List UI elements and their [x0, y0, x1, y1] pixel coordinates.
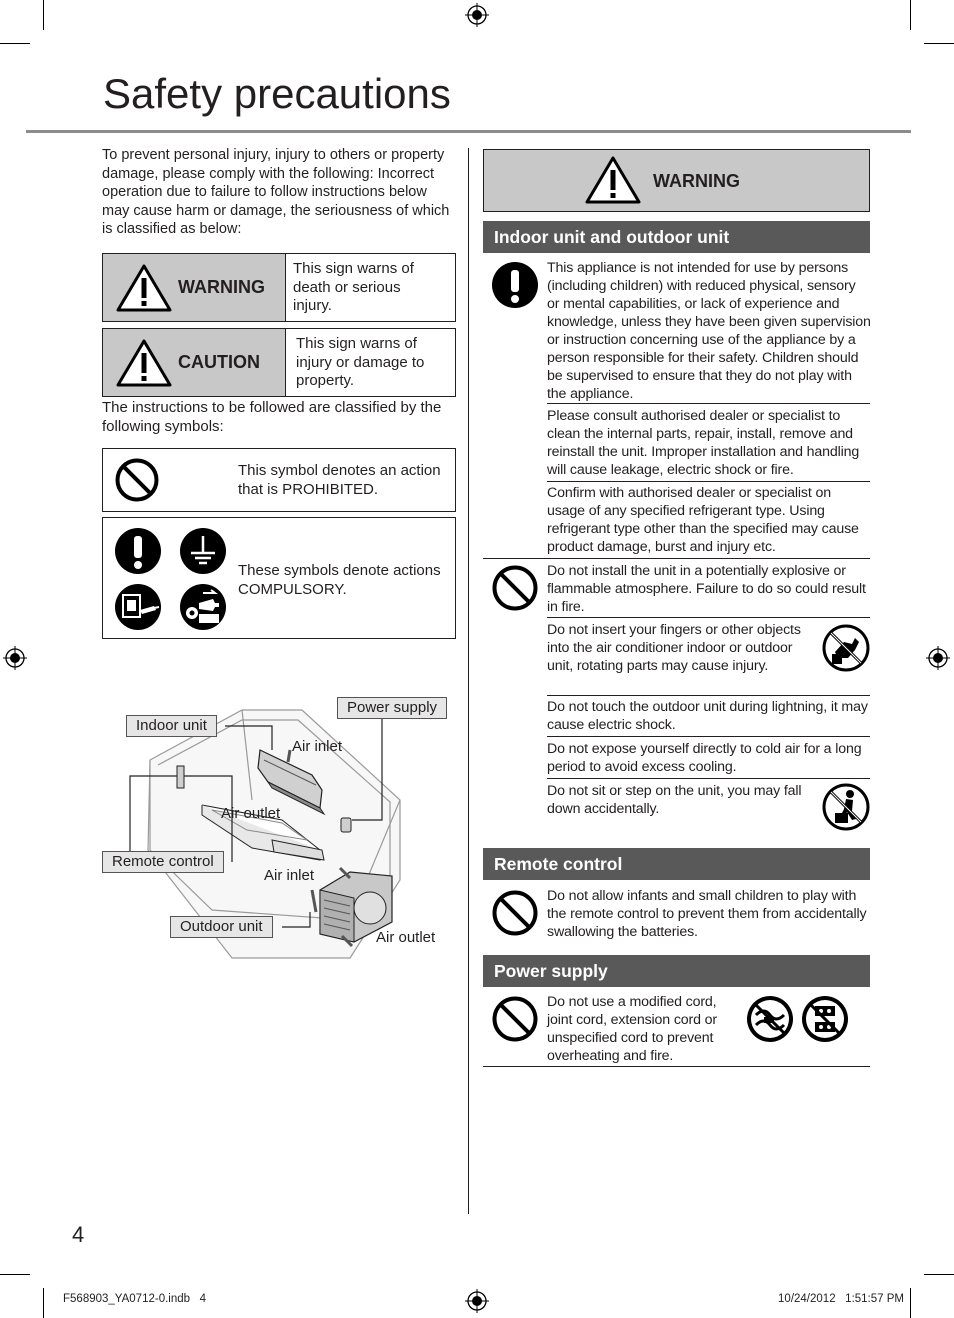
- prohibited-icon: [114, 457, 160, 503]
- section-remote-control: [483, 848, 870, 880]
- warning-item-text: Do not insert your fingers or other objects into the air conditioner indoor or outdoor unit, rotating parts may cause injury.: [547, 622, 801, 674]
- warning-triangle-icon: [115, 263, 173, 313]
- item-divider: [547, 481, 870, 482]
- warning-item-text: Do not sit or step on the unit, you may fall down accidentally.: [547, 783, 802, 817]
- legend-word: CAUTION: [178, 352, 260, 372]
- page-title: Safety precautions: [103, 70, 451, 117]
- warning-heading-box: [483, 149, 870, 212]
- remote-control-label: Remote control: [102, 851, 224, 873]
- unplug-cord-icon: [179, 583, 227, 631]
- warning-item-text: Confirm with authorised dealer or specialist on usage of any specified refrigerant type. Using refrigerant type other than the specified may cause product damage, burst and injury etc.: [547, 485, 859, 555]
- indoor-unit-label: Indoor unit: [126, 715, 217, 737]
- legend-caution-cell: [103, 329, 286, 396]
- disconnect-plug-icon: [114, 583, 162, 631]
- air-inlet-label: Air inlet: [264, 867, 315, 884]
- exclamation-mandatory-icon: [491, 261, 539, 309]
- no-fingers-icon: [822, 624, 870, 672]
- compulsory-symbol-box: [102, 517, 456, 639]
- air-outlet-label: Air outlet: [221, 805, 281, 822]
- warning-item-text: This appliance is not intended for use by persons (including children) with reduced physical, sensory or mental capabilities, or lack of experience and knowledge, unless they have been given supervision or instruction concerning use of the appliance by a person responsible for their safety. Children should be supervised to ensure that they do not play with the appliance.: [547, 260, 871, 402]
- crop-mark: [0, 1274, 30, 1275]
- footer-timestamp: 10/24/2012 1:51:57 PM: [778, 1293, 904, 1305]
- legend-word: WARNING: [178, 277, 265, 297]
- crop-mark: [43, 0, 44, 30]
- legend-warning-cell: [103, 254, 286, 321]
- no-modified-cord-icon: [746, 995, 794, 1043]
- legend-warning: [102, 253, 456, 322]
- footer-filename: F568903_YA0712-0.indb 4: [63, 1293, 207, 1305]
- air-inlet-label: Air inlet: [292, 738, 343, 755]
- page-number: 4: [72, 1222, 85, 1247]
- item-divider: [547, 617, 870, 618]
- item-divider: [547, 736, 870, 737]
- crop-mark: [910, 1288, 911, 1318]
- warning-triangle-icon: [584, 155, 642, 205]
- prohibited-text: This symbol denotes an action that is PROHIBITED.: [238, 462, 441, 498]
- warning-item-text: Do not use a modified cord, joint cord, extension cord or unspecified cord to prevent overheating and fire.: [547, 994, 717, 1064]
- warning-item-text: Please consult authorised dealer or specialist to clean the internal parts, repair, install, remove and reinstall the unit. Improper installation and handling will cause leakage, electric shock or fire.: [547, 408, 860, 478]
- warning-heading: WARNING: [653, 171, 740, 191]
- section-title: Power supply: [494, 961, 608, 981]
- section-power-supply: [483, 955, 870, 987]
- registration-mark-icon: [465, 1289, 489, 1313]
- section-title: Remote control: [494, 854, 623, 874]
- prohibited-icon: [491, 564, 539, 612]
- warning-item-text: Do not expose yourself directly to cold air for a long period to avoid excess cooling.: [547, 741, 862, 775]
- section-title: Indoor unit and outdoor unit: [494, 227, 730, 247]
- prohibited-icon: [491, 889, 539, 937]
- outdoor-unit-label: Outdoor unit: [170, 916, 273, 938]
- registration-mark-icon: [926, 646, 950, 670]
- legend-text: This sign warns of injury or damage to property.: [296, 335, 425, 389]
- air-outlet-label: Air outlet: [376, 929, 436, 946]
- power-supply-label: Power supply: [337, 697, 447, 719]
- no-climbing-icon: [822, 783, 870, 831]
- prohibited-icon: [491, 995, 539, 1043]
- warning-item-text: Do not allow infants and small children to play with the remote control to prevent them from accidentally swallowing the batteries.: [547, 888, 867, 940]
- legend-text: This sign warns of death or serious injury.: [293, 260, 414, 314]
- warning-item-text: Do not touch the outdoor unit during lightning, it may cause electric shock.: [547, 699, 868, 733]
- registration-mark-icon: [3, 646, 27, 670]
- crop-mark: [43, 1288, 44, 1318]
- compulsory-text: These symbols denote actions COMPULSORY.: [238, 562, 441, 598]
- classify-text: The instructions to be followed are classified by the following symbols:: [102, 399, 442, 435]
- registration-mark-icon: [465, 3, 489, 27]
- crop-mark: [910, 0, 911, 30]
- item-divider: [483, 1066, 870, 1067]
- crop-mark: [924, 1274, 954, 1275]
- crop-mark: [924, 43, 954, 44]
- section-indoor-outdoor: [483, 221, 870, 253]
- crop-mark: [0, 43, 30, 44]
- item-divider: [547, 403, 870, 404]
- warning-item-text: Do not install the unit in a potentially explosive or flammable atmosphere. Failure to do so could result in fire.: [547, 563, 866, 615]
- earth-ground-icon: [179, 527, 227, 575]
- legend-caution: [102, 328, 456, 397]
- item-divider: [483, 558, 870, 559]
- title-rule: [26, 130, 911, 133]
- item-divider: [547, 778, 870, 779]
- caution-triangle-icon: [115, 338, 173, 388]
- column-divider: [468, 148, 469, 1214]
- exclamation-mandatory-icon: [114, 527, 162, 575]
- prohibited-symbol-box: [102, 448, 456, 512]
- item-divider: [547, 695, 870, 696]
- intro-text: To prevent personal injury, injury to others or property damage, please comply with the following: Incorrect operation due to failure to follow instructions below may cause harm or damage, the seriousness of which is classified as below:: [102, 147, 450, 238]
- no-extension-cord-icon: [801, 995, 849, 1043]
